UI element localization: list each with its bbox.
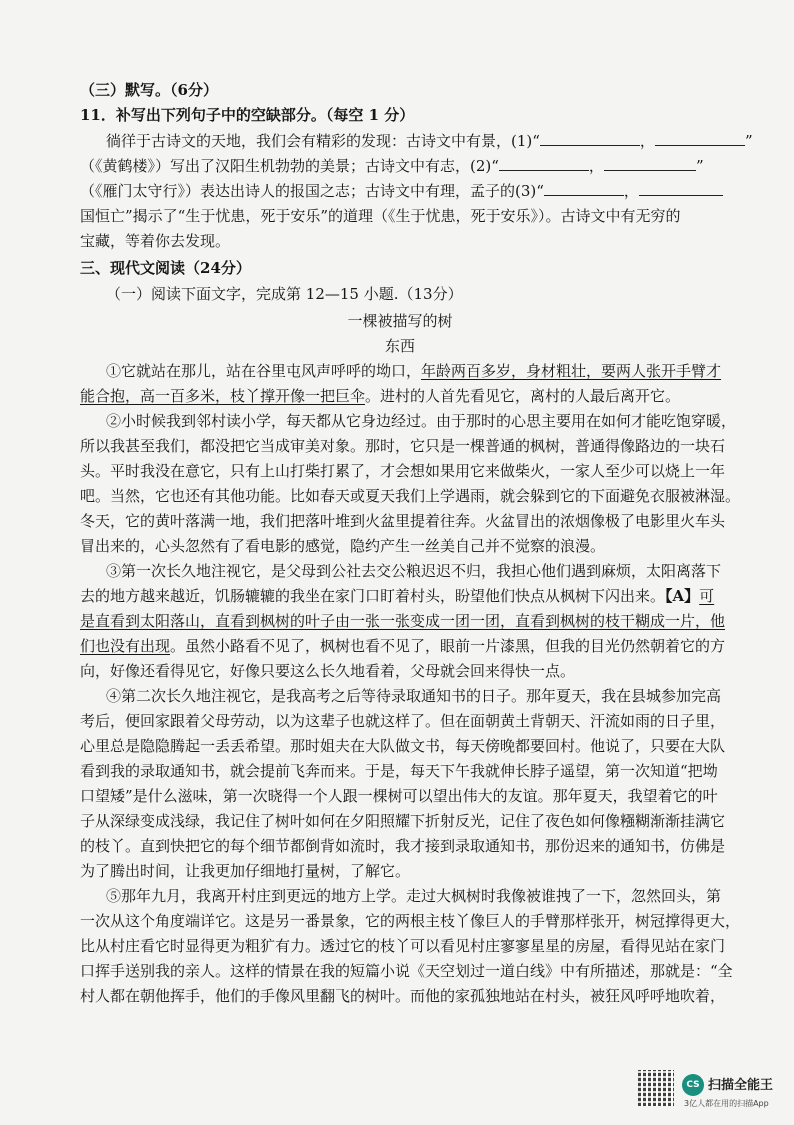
article-line bbox=[80, 635, 770, 657]
dictation-line-5: 宝藏，等着你去发现。 bbox=[80, 232, 231, 250]
article-line: 一次从这个角度端详它。这是另一番景象，它的两根主枝丫像巨人的手臂那样张开，树冠撑得更大， bbox=[80, 912, 741, 930]
article-line: 为了腾出时间，让我更加仔细地打量树，了解它。 bbox=[80, 862, 411, 880]
answer-blank[interactable] bbox=[604, 156, 696, 171]
article-line: ③第一次长久地注视它，是父母到公社去交公粮迟迟不归，我担心他们遇到麻烦，太阳离落下 bbox=[106, 562, 722, 580]
question-11-title: 11．补写出下列句子中的空缺部分。（每空 1 分） bbox=[80, 106, 415, 124]
dictation-heading: （三）默写。（6分） bbox=[80, 81, 218, 99]
article-line bbox=[80, 385, 770, 407]
article-line: 村人都在朝他挥手，他们的手像风里翻飞的树叶。而他的家孤独地站在村头，被狂风呼呼地吹着， bbox=[80, 987, 726, 1005]
article-line: ②小时候我到邻村读小学，每天都从它身边经过。由于那时的心思主要用在如何才能吃饱穿暖， bbox=[106, 412, 737, 430]
article-line: 所以我甚至我们，都没把它当成审美对象。那时，它只是一棵普通的枫树，普通得像路边的一块石 bbox=[80, 437, 726, 455]
close-quote: ” bbox=[744, 132, 753, 150]
comma: ， bbox=[639, 132, 655, 150]
answer-blank[interactable] bbox=[540, 131, 640, 146]
article-line: 考后，便回家跟着父母劳动，以为这辈子也就这样了。但在面朝黄土背朝天、汗流如雨的日子里， bbox=[80, 712, 726, 730]
qr-code-pattern bbox=[638, 1070, 674, 1106]
article-line: 口望矮”是什么滋味，第一次晓得一个人跟一棵树可以望出伟大的友谊。那年夏天，我望着它的叶 bbox=[80, 787, 718, 805]
article-line: 看到我的录取通知书，就会提前飞奔而来。于是，每天下午我就伸长脖子遥望，第一次知道“把坳 bbox=[80, 762, 718, 780]
article-line: 向，好像还看得见它，好像只要这么长久地看着，父母就会回来得快一点。 bbox=[80, 662, 576, 680]
text-run: ①它就站在那儿，站在谷里屯风声呼呼的坳口， bbox=[106, 362, 422, 380]
scanner-watermark bbox=[638, 1068, 788, 1116]
article-line bbox=[106, 360, 770, 382]
answer-blank[interactable] bbox=[544, 181, 624, 196]
text-run: 。虽然小路看不见了，枫树也看不见了，眼前一片漆黑，但我的目光仍然朝着它的方 bbox=[170, 637, 726, 655]
comma: ， bbox=[623, 182, 639, 200]
app-name: 扫描全能王 bbox=[708, 1078, 774, 1093]
article-line: 吧。当然，它也还有其他功能。比如春天或夏天我们上学遇雨，就会躲到它的下面避免衣服被淋湿。 bbox=[80, 487, 741, 505]
dictation-text: （《雁门太守行》）表达出诗人的报国之志；古诗文中有理，孟子的(3)“ bbox=[80, 182, 544, 200]
reading-heading: 三、现代文阅读（24分） bbox=[80, 259, 251, 277]
underlined-text: 是直看到太阳落山，直看到枫树的叶子由一张一张变成一团一团，直看到枫树的枝干糊成一片，他 bbox=[80, 612, 726, 630]
article-line: 冬天，它的黄叶落满一地，我们把落叶堆到火盆里提着往奔。火盆冒出的浓烟像极了电影里火车头 bbox=[80, 512, 726, 530]
underlined-text: 们也没有出现 bbox=[80, 637, 171, 655]
article-title: 一棵被描写的树 bbox=[347, 312, 453, 330]
article-line: ④第二次长久地注视它，是我高考之后等待录取通知书的日子。那年夏天，我在县城参加完高 bbox=[106, 687, 722, 705]
comma: ， bbox=[588, 157, 604, 175]
answer-blank[interactable] bbox=[639, 181, 723, 196]
answer-blank[interactable] bbox=[499, 156, 589, 171]
text-run: 。进村的人首先看见它，离村的人最后离开它。 bbox=[365, 387, 681, 405]
article-line bbox=[80, 610, 770, 632]
answer-blank[interactable] bbox=[655, 131, 745, 146]
article-line: 的枝丫。直到快把它的每个细节都倒背如流时，我才接到录取通知书，那份迟来的通知书，仿佛是 bbox=[80, 837, 726, 855]
underlined-text: 能合抱，高一百多米，枝丫撑开像一把巨伞 bbox=[80, 387, 366, 405]
article-line: 心里总是隐隐腾起一丢丢希望。那时姐夫在大队做文书，每天傍晚都要回村。他说了，只要在大队 bbox=[80, 737, 726, 755]
close-quote: ” bbox=[695, 157, 704, 175]
article-line: 比从村庄看它时显得更为粗犷有力。透过它的枝丫可以看见村庄寥寥星星的房屋，看得见站在家门 bbox=[80, 937, 726, 955]
article-line: 子从深绿变成浅绿，我记住了树叶如何在夕阳照耀下折射反光，记住了夜色如何像糨糊渐渐挂满它 bbox=[80, 812, 726, 830]
article-author: 东西 bbox=[384, 337, 415, 355]
article-line: ⑤那年九月，我离开村庄到更远的地方上学。走过大枫树时我像被谁拽了一下，忽然回头，第 bbox=[106, 887, 722, 905]
marker-a: 【A】 bbox=[665, 587, 700, 605]
article-line: 口挥手送别我的亲人。这样的情景在我的短篇小说《天空划过一道白线》中有所描述，那就是：“全 bbox=[80, 962, 733, 980]
dictation-text: 徜徉于古诗文的天地，我们会有精彩的发现：古诗文中有景，(1)“ bbox=[106, 132, 540, 150]
article-line: 冒出来的，心头忽然有了看电影的感觉，隐约产生一丝美自己并不觉察的浪漫。 bbox=[80, 537, 606, 555]
underlined-text: 可 bbox=[699, 587, 715, 605]
dictation-line-4: 国恒亡”揭示了“生于忧患，死于安乐”的道理（《生于忧患，死于安乐》）。古诗文中有无穷的 bbox=[80, 207, 681, 225]
dictation-line-1 bbox=[106, 130, 770, 152]
reading-sub-heading: （一）阅读下面文字，完成第 12—15 小题.（13分） bbox=[106, 285, 463, 303]
dictation-line-3 bbox=[80, 180, 770, 202]
app-tagline: 3亿人都在用的扫描App bbox=[684, 1099, 769, 1108]
dictation-line-2 bbox=[80, 155, 770, 177]
article-line bbox=[80, 585, 770, 607]
dictation-text: （《黄鹤楼》）写出了汉阳生机勃勃的美景；古诗文中有志，(2)“ bbox=[80, 157, 499, 175]
camscanner-logo-icon: CS bbox=[682, 1074, 704, 1096]
underlined-text: 年龄两百多岁，身材粗壮，要两人张开手臂才 bbox=[421, 362, 722, 380]
text-run: 去的地方越来越近，饥肠辘辘的我坐在家门口盯着村头，盼望他们快点从枫树下闪出来。 bbox=[80, 587, 666, 605]
article-line: 头。平时我没在意它，只有上山打柴打累了，才会想如果用它来做柴火，一家人至少可以烧上一年 bbox=[80, 462, 726, 480]
